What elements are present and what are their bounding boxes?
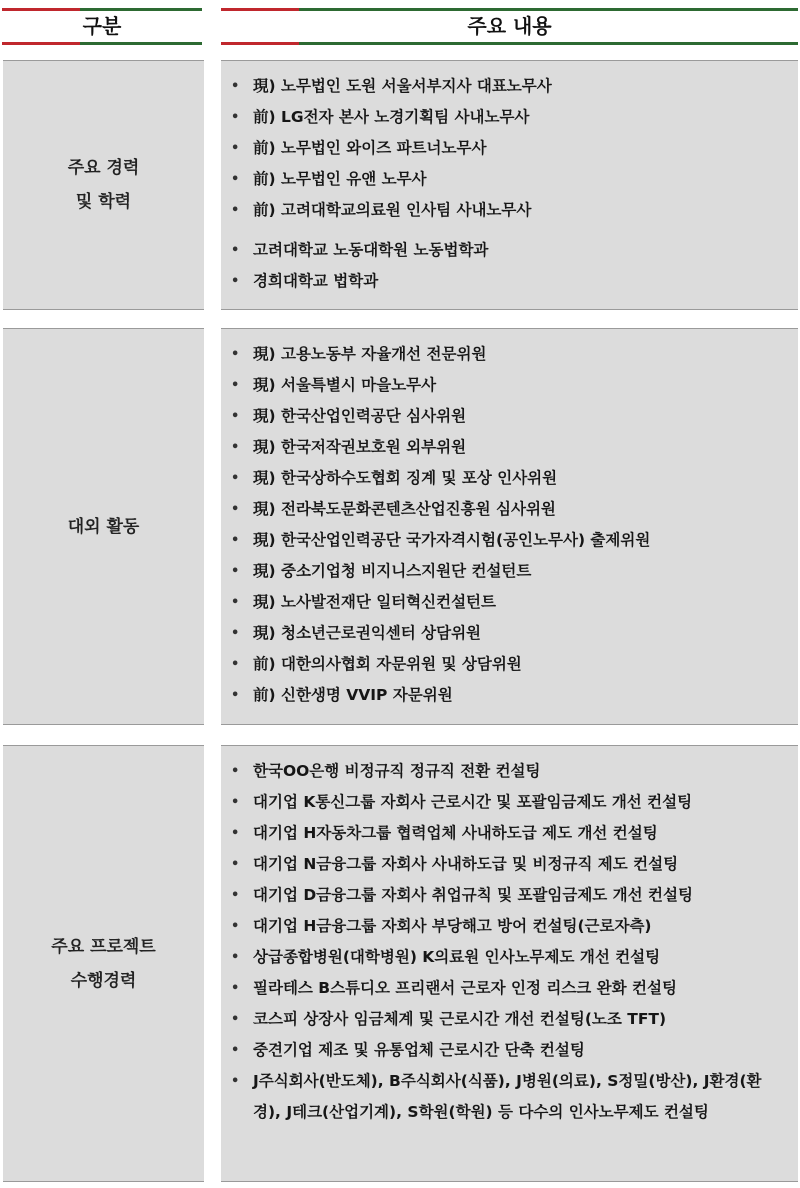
- list-item: • J주식회사(반도체), B주식회사(식품), J병원(의료), S정밀(방산), J환경(환경), J테크(산업기계), S학원(학원) 등 다수의 인사노무제도 컨설팅: [231, 1072, 762, 1121]
- list-item: • 現) 고용노동부 자율개선 전문위원: [231, 345, 487, 363]
- list-item: • 경희대학교 법학과: [231, 272, 379, 290]
- section-activities-title: [3, 328, 204, 725]
- list-item: • 現) 한국상하수도협회 징계 및 포상 인사위원: [231, 469, 558, 487]
- section-title-line: 대외 활동: [67, 516, 140, 537]
- list-item: • 한국OO은행 비정규직 정규직 전환 컨설팅: [231, 762, 541, 780]
- list-item: • 現) 중소기업청 비지니스지원단 컨설턴트: [231, 562, 532, 580]
- header-rule-top: [221, 8, 798, 11]
- list-item: • 대기업 H금융그룹 자회사 부당해고 방어 컨설팅(근로자측): [231, 917, 652, 935]
- list-item: • 대기업 D금융그룹 자회사 취업규칙 및 포괄임금제도 개선 컨설팅: [231, 886, 693, 904]
- list-item: • 前) 고려대학교의료원 인사팀 사내노무사: [231, 201, 532, 219]
- header-rule-top: [2, 8, 202, 11]
- header-content: [221, 0, 798, 48]
- list-item: • 前) 대한의사협회 자문위원 및 상담위원: [231, 655, 522, 673]
- header-content-label: 주요 내용: [467, 14, 552, 38]
- section-title-line: 수행경력: [70, 970, 137, 991]
- list-item: • 現) 노사발전재단 일터혁신컨설턴트: [231, 593, 496, 611]
- list-item: • 現) 노무법인 도원 서울서부지사 대표노무사: [231, 77, 552, 95]
- section-title-line: 주요 경력: [67, 158, 140, 178]
- list-item: • 상급종합병원(대학병원) K의료원 인사노무제도 개선 컨설팅: [231, 948, 661, 966]
- header-rule-bottom: [221, 42, 798, 45]
- section-projects-title: [3, 745, 204, 1182]
- list-item: • 前) 신한생명 VVIP 자문위원: [231, 686, 453, 704]
- list-item: • 現) 한국산업인력공단 국가자격시험(공인노무사) 출제위원: [231, 531, 651, 549]
- header-category-label: 구분: [82, 14, 122, 38]
- list-item: • 現) 청소년근로권익센터 상담위원: [231, 624, 482, 642]
- list-item: • 現) 서울특별시 마을노무사: [231, 376, 437, 394]
- section-career-title: [3, 60, 204, 310]
- list-item: • 前) 노무법인 유앤 노무사: [231, 170, 427, 188]
- list-item: • 現) 한국저작권보호원 외부위원: [231, 438, 467, 456]
- header-rule-bottom: [2, 42, 202, 45]
- list-item: • 現) 전라북도문화콘텐츠산업진흥원 심사위원: [231, 500, 556, 518]
- section-title-line: 주요 프로젝트: [51, 936, 156, 957]
- list-item: • 現) 한국산업인력공단 심사위원: [231, 407, 467, 425]
- list-item: • 前) 노무법인 와이즈 파트너노무사: [231, 139, 487, 157]
- list-item: • 대기업 K통신그룹 자회사 근로시간 및 포괄임금제도 개선 컨설팅: [231, 793, 693, 811]
- list-item: • 코스피 상장사 임금체계 및 근로시간 개선 컨설팅(노조 TFT): [231, 1010, 667, 1028]
- list-item: • 대기업 H자동차그룹 협력업체 사내하도급 제도 개선 컨설팅: [231, 824, 658, 842]
- section-activities-content: [221, 328, 798, 725]
- list-item: • 고려대학교 노동대학원 노동법학과: [231, 241, 489, 259]
- section-projects-content: [221, 745, 798, 1182]
- list-item: • 필라테스 B스튜디오 프리랜서 근로자 인정 리스크 완화 컨설팅: [231, 979, 677, 997]
- header-category: [2, 0, 202, 48]
- section-career-content: [221, 60, 798, 310]
- section-title-line: 및 학력: [75, 192, 132, 212]
- list-item: • 중견기업 제조 및 유통업체 근로시간 단축 컨설팅: [231, 1041, 585, 1059]
- list-item: • 대기업 N금융그룹 자회사 사내하도급 및 비정규직 제도 컨설팅: [231, 855, 679, 873]
- list-item: • 前) LG전자 본사 노경기획팀 사내노무사: [231, 108, 530, 126]
